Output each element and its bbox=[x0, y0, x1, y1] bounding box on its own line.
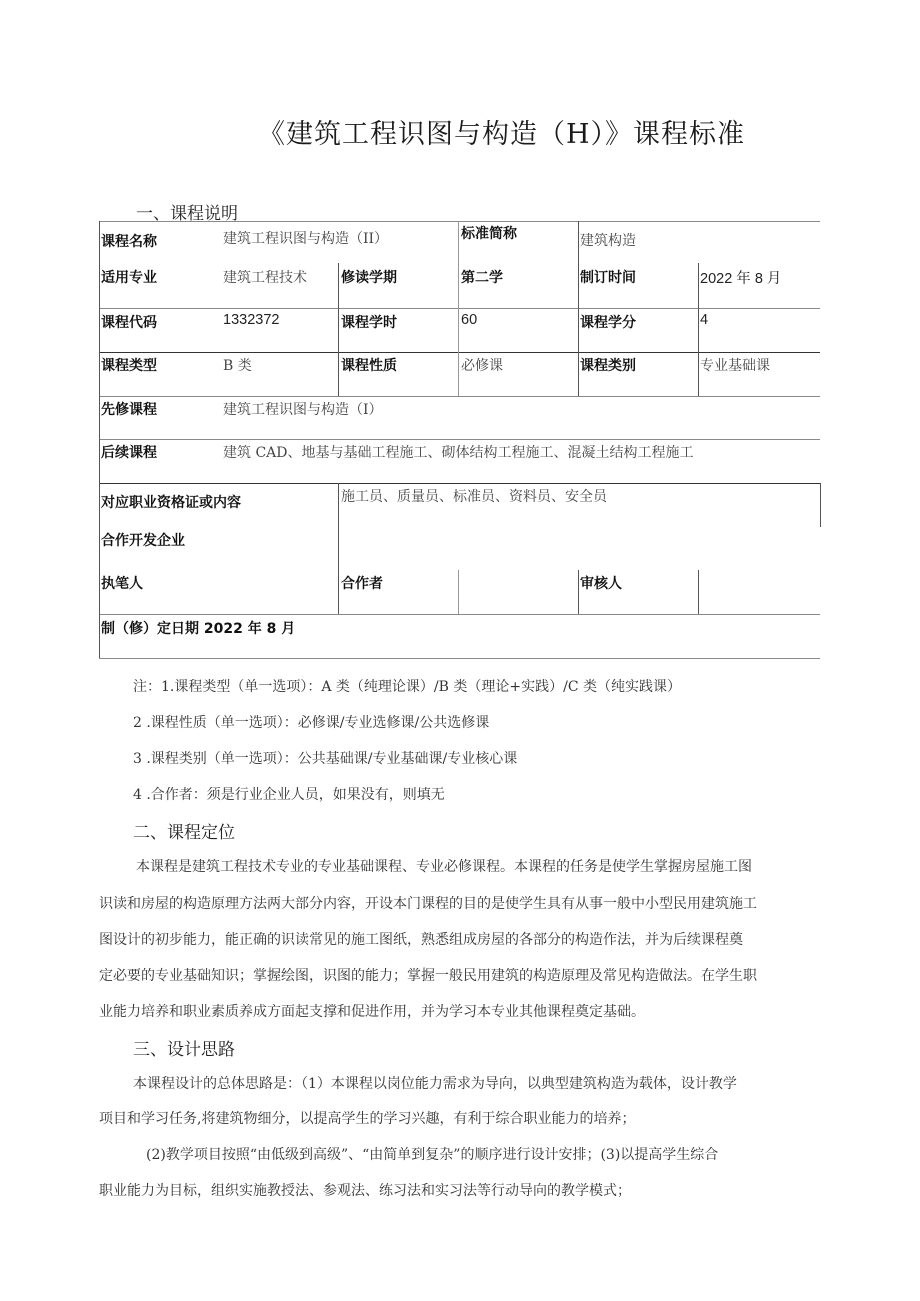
paragraph-line: 识读和房屋的构造原理方法两大部分内容，开设本门课程的目的是使学生具有从事一般中小型民用建筑施工 bbox=[99, 896, 757, 912]
course-category-value: 专业基础课 bbox=[700, 358, 770, 374]
table-border-bottom bbox=[99, 658, 820, 659]
note-line-1: 注：1.课程类型（单一选项）：A 类（纯理论课）/B 类（理论+实践）/C 类（纯实践课） bbox=[133, 679, 681, 695]
short-name-value: 建筑构造 bbox=[580, 233, 636, 249]
column-divider bbox=[338, 263, 339, 308]
made-time-label: 制订时间 bbox=[580, 270, 636, 286]
course-hours-value: 60 bbox=[461, 312, 478, 328]
column-divider bbox=[458, 308, 459, 396]
author-label: 执笔人 bbox=[101, 576, 143, 592]
prereq-value: 建筑工程识图与构造（I） bbox=[223, 402, 383, 418]
cert-label: 对应职业资格证或内容 bbox=[101, 495, 241, 511]
course-name-value: 建筑工程识图与构造（II） bbox=[223, 231, 389, 247]
column-divider bbox=[458, 221, 459, 308]
section-heading-course-description: 一、课程说明 bbox=[136, 204, 238, 224]
paragraph-line: 本课程设计的总体思路是：（1）本课程以岗位能力需求为导向，以典型建筑构造为载体，设计教学 bbox=[133, 1076, 737, 1092]
table-row-divider bbox=[99, 396, 820, 397]
reviewer-label: 审核人 bbox=[580, 576, 622, 592]
course-nature-label: 课程性质 bbox=[341, 358, 397, 374]
table-row-divider bbox=[99, 483, 820, 484]
partner-label: 合作者 bbox=[341, 576, 383, 592]
short-name-label: 标准简称 bbox=[461, 226, 517, 242]
table-border-top bbox=[99, 221, 820, 222]
note-line-4: 4 .合作者：须是行业企业人员，如果没有，则填无 bbox=[133, 787, 445, 803]
column-divider bbox=[458, 570, 459, 614]
major-label: 适用专业 bbox=[101, 270, 157, 286]
paragraph-line: 业能力培养和职业素质养成方面起支撑和促进作用，并为学习本专业其他课程奠定基础。 bbox=[99, 1004, 645, 1020]
cert-value: 施工员、质量员、标准员、资料员、安全员 bbox=[341, 489, 607, 505]
document-title: 《建筑工程识图与构造（H）》课程标准 bbox=[258, 119, 746, 150]
revision-date: 制（修）定日期 2022 年 8 月 bbox=[101, 621, 296, 637]
course-type-value: B 类 bbox=[223, 358, 252, 374]
followup-label: 后续课程 bbox=[101, 445, 157, 461]
course-name-label: 课程名称 bbox=[101, 234, 157, 250]
table-border-right bbox=[820, 483, 821, 527]
column-divider bbox=[698, 263, 699, 308]
enterprise-label: 合作开发企业 bbox=[101, 533, 185, 549]
made-time-value: 2022 年 8 月 bbox=[700, 271, 782, 287]
course-nature-value: 必修课 bbox=[461, 358, 503, 374]
column-divider bbox=[338, 308, 339, 396]
column-divider bbox=[578, 308, 579, 396]
paragraph-line: (2)教学项目按照“由低级到高级”、“由简单到复杂”的顺序进行设计安排；(3)以提高学生综合 bbox=[146, 1147, 719, 1163]
course-credits-value: 4 bbox=[700, 312, 709, 328]
paragraph-line: 项目和学习任务,将建筑物细分，以提高学生的学习兴趣，有利于综合职业能力的培养； bbox=[99, 1111, 636, 1127]
course-code-label: 课程代码 bbox=[101, 315, 157, 331]
course-category-label: 课程类别 bbox=[580, 358, 636, 374]
table-row-divider bbox=[99, 439, 820, 440]
major-value: 建筑工程技术 bbox=[223, 270, 307, 286]
column-divider bbox=[338, 483, 339, 614]
semester-label: 修读学期 bbox=[341, 270, 397, 286]
section-heading-course-positioning: 二、课程定位 bbox=[133, 823, 235, 843]
table-row-divider bbox=[99, 352, 820, 353]
column-divider bbox=[698, 308, 699, 396]
section-heading-design-ideas: 三、设计思路 bbox=[133, 1040, 235, 1060]
paragraph-line: 职业能力为目标，组织实施教授法、参观法、练习法和实习法等行动导向的教学模式； bbox=[99, 1183, 631, 1199]
table-border-left bbox=[99, 221, 100, 658]
course-hours-label: 课程学时 bbox=[341, 315, 397, 331]
column-divider bbox=[578, 221, 579, 308]
column-divider bbox=[578, 570, 579, 614]
table-row-divider bbox=[99, 308, 820, 309]
paragraph-line: 本课程是建筑工程技术专业的专业基础课程、专业必修课程。本课程的任务是使学生掌握房屋施工图 bbox=[136, 859, 752, 875]
semester-value: 第二学 bbox=[461, 270, 503, 286]
paragraph-line: 图设计的初步能力，能正确的识读常见的施工图纸，熟悉组成房屋的各部分的构造作法，并为后续课程奠 bbox=[99, 932, 743, 948]
prereq-label: 先修课程 bbox=[101, 402, 157, 418]
column-divider bbox=[698, 570, 699, 614]
course-credits-label: 课程学分 bbox=[580, 315, 636, 331]
note-line-2: 2 .课程性质（单一选项）：必修课/专业选修课/公共选修课 bbox=[133, 715, 490, 731]
paragraph-line: 定必要的专业基础知识；掌握绘图，识图的能力；掌握一般民用建筑的构造原理及常见构造做法。在学生职 bbox=[99, 968, 757, 984]
course-type-label: 课程类型 bbox=[101, 358, 157, 374]
table-row-divider bbox=[99, 614, 820, 615]
course-code-value: 1332372 bbox=[223, 312, 280, 328]
followup-value: 建筑 CAD、地基与基础工程施工、砌体结构工程施工、混凝土结构工程施工 bbox=[223, 445, 694, 461]
note-line-3: 3 .课程类别（单一选项）：公共基础课/专业基础课/专业核心课 bbox=[133, 751, 518, 767]
